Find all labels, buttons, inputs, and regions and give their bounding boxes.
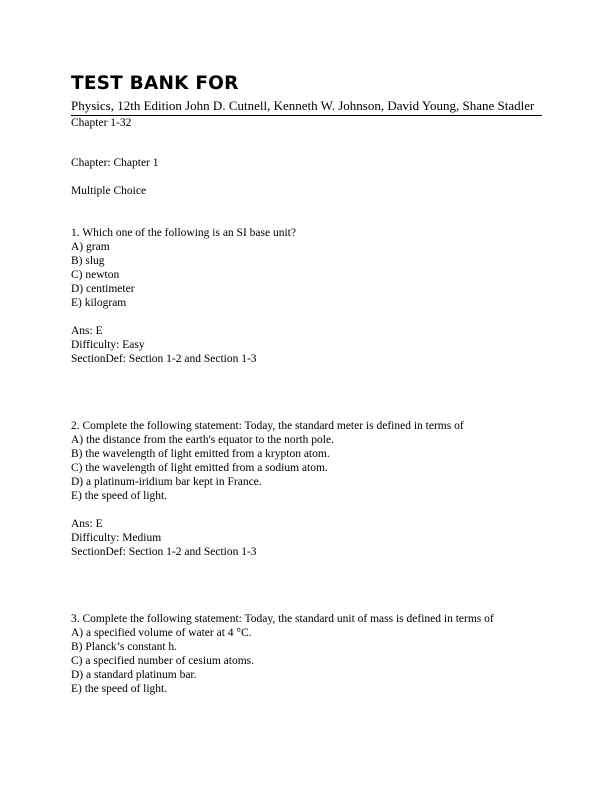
difficulty: Difficulty: Easy	[71, 339, 145, 351]
section-type: Multiple Choice	[71, 185, 147, 197]
answer-option: E) the speed of light.	[71, 683, 168, 695]
question-3	[71, 612, 551, 696]
answer-option: A) a specified volume of water at 4 °C.	[71, 627, 252, 639]
section-def: SectionDef: Section 1-2 and Section 1-3	[71, 546, 257, 558]
question-meta	[71, 517, 551, 559]
answer-option: D) a standard platinum bar.	[71, 669, 197, 681]
answer-option: D) a platinum-iridium bar kept in France.	[71, 476, 262, 488]
answer-option: E) kilogram	[71, 297, 127, 309]
test-bank-title: TEST BANK FOR	[71, 73, 239, 94]
difficulty: Difficulty: Medium	[71, 532, 162, 544]
question-meta	[71, 324, 551, 366]
answer-option: D) centimeter	[71, 283, 135, 295]
question-2	[71, 419, 551, 559]
answer-option: B) Planck’s constant h.	[71, 641, 178, 653]
answer-option: E) the speed of light.	[71, 490, 168, 502]
answer-option: B) the wavelength of light emitted from a krypton atom.	[71, 448, 330, 460]
section-def: SectionDef: Section 1-2 and Section 1-3	[71, 353, 257, 365]
question-prompt: 3. Complete the following statement: Today, the standard unit of mass is defined in terms of	[71, 613, 494, 625]
answer-option: C) the wavelength of light emitted from a sodium atom.	[71, 462, 328, 474]
question-prompt: 2. Complete the following statement: Today, the standard meter is defined in terms of	[71, 420, 464, 432]
book-citation: Physics, 12th Edition John D. Cutnell, Kenneth W. Johnson, David Young, Shane Stadler	[71, 98, 542, 116]
answer-option: C) newton	[71, 269, 120, 281]
question-1	[71, 226, 551, 366]
answer-option: A) gram	[71, 241, 110, 253]
chapter-range: Chapter 1-32	[71, 117, 132, 129]
answer-option: B) slug	[71, 255, 105, 267]
answer-option: A) the distance from the earth's equator to the north pole.	[71, 434, 334, 446]
answer-key: Ans: E	[71, 518, 103, 530]
answer-option: C) a specified number of cesium atoms.	[71, 655, 254, 667]
chapter-label: Chapter: Chapter 1	[71, 157, 159, 169]
answer-key: Ans: E	[71, 325, 103, 337]
question-prompt: 1. Which one of the following is an SI base unit?	[71, 227, 296, 239]
